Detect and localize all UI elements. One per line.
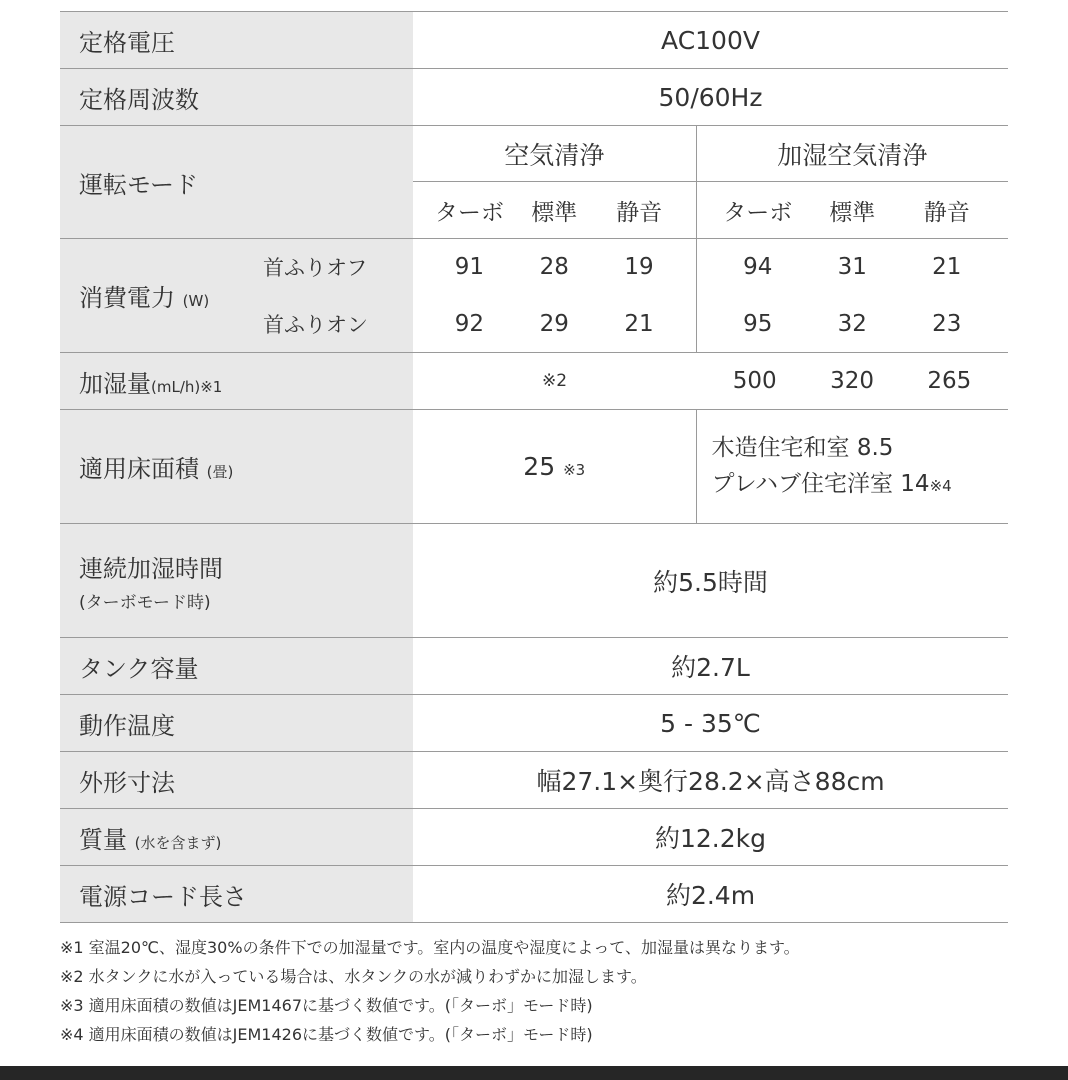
- footnote-3: ※3 適用床面積の数値はJEM1467に基づく数値です。(「ターボ」モード時): [60, 996, 593, 1015]
- power-value: 21: [624, 310, 654, 337]
- area-prefab-label: プレハブ住宅洋室: [711, 470, 893, 497]
- swing-off-label: 首ふりオフ: [263, 239, 413, 296]
- frequency-value: 50/60Hz: [413, 69, 1008, 126]
- power-label: [60, 239, 263, 353]
- humidify-value: 320: [830, 368, 874, 394]
- area-wood-line: [712, 430, 1009, 466]
- humidify-humid-values: [696, 353, 1008, 410]
- area-prefab-value: 14: [900, 470, 930, 497]
- submode-quiet: 静音: [616, 199, 663, 226]
- weight-label: [60, 809, 413, 866]
- footnotes: [60, 933, 1020, 1049]
- humidify-unit: (mL/h): [151, 377, 201, 396]
- weight-value: 約12.2kg: [413, 809, 1008, 866]
- submode-turbo: ターボ: [434, 199, 504, 226]
- submode-standard: 標準: [531, 199, 578, 226]
- continuous-note: (ターボモード時): [79, 592, 211, 613]
- humidify-value: 265: [927, 368, 972, 394]
- bottom-bar: [0, 1066, 1068, 1080]
- area-prefab-line: [712, 466, 1009, 504]
- row-tank: [60, 638, 1008, 695]
- row-dimensions: [60, 752, 1008, 809]
- continuous-label-text: 連続加湿時間: [79, 554, 223, 583]
- tank-value: 約2.7L: [413, 638, 1008, 695]
- area-wood-label: 木造住宅和室: [711, 434, 850, 461]
- continuous-label: [60, 524, 413, 638]
- power-value: 94: [743, 254, 773, 281]
- cord-label: 電源コード長さ: [60, 866, 413, 923]
- area-wood-value: 8.5: [856, 434, 894, 461]
- swing-on-label: 首ふりオン: [263, 296, 413, 353]
- area-air-number: 25: [523, 452, 556, 481]
- dimensions-value: 幅27.1×奥行28.2×高さ88cm: [413, 752, 1008, 809]
- temp-label: 動作温度: [60, 695, 413, 752]
- power-humid-swing-on: [696, 296, 1008, 353]
- row-power-swing-off: [60, 239, 1008, 296]
- row-continuous: [60, 524, 1008, 638]
- row-frequency: [60, 69, 1008, 126]
- power-label-text: 消費電力: [79, 284, 175, 312]
- footnote-1: ※1 室温20℃、湿度30%の条件下での加湿量です。室内の温度や湿度によって、加湿量は異なります。: [60, 938, 800, 957]
- power-value: 32: [837, 310, 867, 337]
- submode-turbo: ターボ: [723, 199, 793, 226]
- power-value: 19: [624, 254, 654, 281]
- mode-air-purify: 空気清浄: [413, 126, 696, 182]
- humidify-label: [60, 353, 413, 410]
- weight-label-text: 質量: [79, 825, 127, 854]
- mode-label: 運転モード: [60, 126, 413, 239]
- area-label-text: 適用床面積: [79, 455, 199, 483]
- voltage-value: AC100V: [413, 12, 1008, 69]
- area-label: [60, 410, 413, 524]
- power-humid-swing-off: [696, 239, 1008, 296]
- voltage-label: 定格電圧: [60, 12, 413, 69]
- tank-label: タンク容量: [60, 638, 413, 695]
- row-temp: [60, 695, 1008, 752]
- continuous-value: 約5.5時間: [413, 524, 1008, 638]
- row-weight: [60, 809, 1008, 866]
- cord-value: 約2.4m: [413, 866, 1008, 923]
- row-humidify: [60, 353, 1008, 410]
- power-air-swing-on: [413, 296, 696, 353]
- submode-standard: 標準: [829, 199, 876, 226]
- humidify-value: 500: [732, 368, 777, 394]
- power-value: 91: [454, 254, 485, 281]
- footnote-4: ※4 適用床面積の数値はJEM1426に基づく数値です。(「ターボ」モード時): [60, 1025, 593, 1044]
- power-value: 31: [837, 254, 867, 281]
- temp-value: 5 - 35℃: [413, 695, 1008, 752]
- power-value: 23: [932, 310, 962, 337]
- frequency-label: 定格周波数: [60, 69, 413, 126]
- power-value: 21: [932, 254, 962, 281]
- power-air-swing-off: [413, 239, 696, 296]
- submode-quiet: 静音: [923, 199, 970, 226]
- humid-submodes: [696, 182, 1008, 239]
- weight-note: (水を含まず): [134, 833, 222, 852]
- power-value: 92: [454, 310, 485, 337]
- mode-humid-purify: 加湿空気清浄: [696, 126, 1008, 182]
- area-unit: (畳): [206, 463, 234, 481]
- area-air-mark: ※3: [563, 461, 586, 479]
- row-area: [60, 410, 1008, 524]
- air-submodes: [413, 182, 696, 239]
- row-voltage: [60, 12, 1008, 69]
- row-cord: [60, 866, 1008, 923]
- footnote-2: ※2 水タンクに水が入っている場合は、水タンクの水が減りわずかに加湿します。: [60, 967, 647, 986]
- area-air-value: [413, 410, 696, 524]
- power-value: 28: [539, 254, 569, 281]
- area-prefab-mark: ※4: [929, 476, 952, 495]
- dimensions-label: 外形寸法: [60, 752, 413, 809]
- area-humid-value: [696, 410, 1008, 524]
- power-value: 95: [743, 310, 773, 337]
- power-unit: (W): [182, 292, 210, 310]
- humidify-label-text: 加湿量: [79, 369, 151, 398]
- humidify-mark: ※1: [200, 377, 223, 396]
- humidify-air-value: ※2: [413, 353, 696, 410]
- spec-table: [60, 11, 1008, 923]
- row-mode-header: [60, 126, 1008, 182]
- power-value: 29: [539, 310, 569, 337]
